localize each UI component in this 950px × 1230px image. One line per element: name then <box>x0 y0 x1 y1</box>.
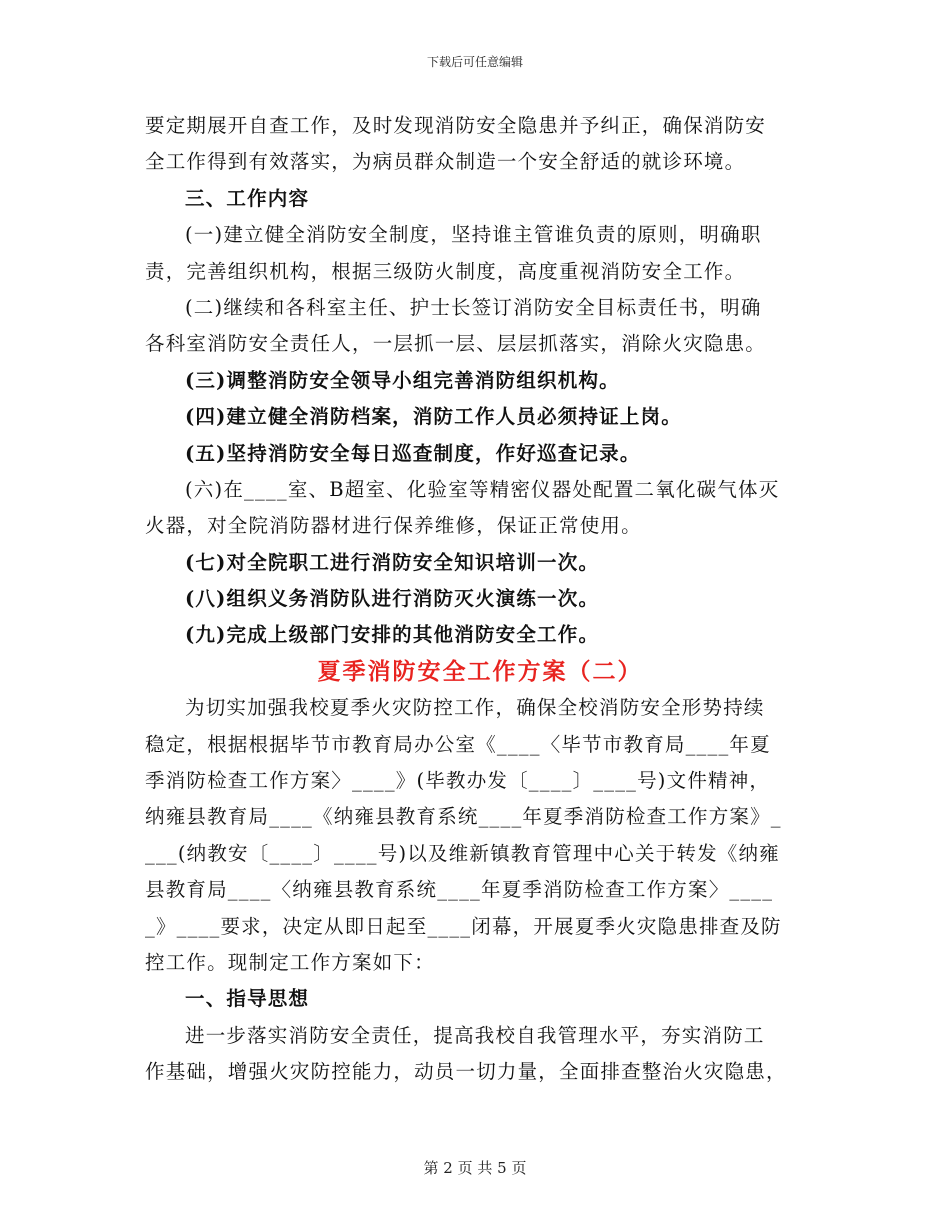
text-line: 纳雍县教育局____《纳雍县教育系统____年夏季消防检查工作方案》_ <box>145 805 782 829</box>
text-line: (八)组织义务消防队进行消防灭火演练一次。 <box>185 587 600 611</box>
text-line: 为切实加强我校夏季火灾防控工作，确保全校消防安全形势持续 <box>185 696 765 720</box>
text-line: ___(纳教安〔____〕____号)以及维新镇教育管理中心关于转发《纳雍 <box>145 841 780 865</box>
page-footer: 第 2 页 共 5 页 <box>423 1159 527 1177</box>
page-header: 下载后可任意编辑 <box>426 55 523 69</box>
text-line: (二)继续和各科室主任、护士长签订消防安全目标责任书，明确 <box>185 295 762 319</box>
text-line: 季消防检查工作方案〉____》(毕教办发〔____〕____号)文件精神， <box>145 769 771 793</box>
document-body <box>145 108 815 1091</box>
text-line: 一、指导思想 <box>185 987 310 1011</box>
text-line: (三)调整消防安全领导小组完善消防组织机构。 <box>185 368 620 392</box>
text-line: 各科室消防安全责任人，一层抓一层、层层抓落实，消除火灾隐患。 <box>145 332 767 356</box>
text-line: (四)建立健全消防档案，消防工作人员必须持证上岗。 <box>185 405 682 429</box>
text-line: (一)建立健全消防安全制度，坚持谁主管谁负责的原则，明确职 <box>185 223 762 247</box>
text-line: 全工作得到有效落实，为病员群众制造一个安全舒适的就诊环境。 <box>145 150 746 174</box>
text-line: 作基础，增强火灾防控能力，动员一切力量，全面排查整治火灾隐患， <box>145 1060 787 1084</box>
text-line: 进一步落实消防安全责任，提高我校自我管理水平，夯实消防工 <box>185 1023 765 1047</box>
section-title: 夏季消防安全工作方案（二） <box>317 657 643 685</box>
text-line: (九)完成上级部门安排的其他消防安全工作。 <box>185 623 600 647</box>
text-line: (六)在____室、B超室、化验室等精密仪器处配置二氧化碳气体灭 <box>185 477 780 501</box>
text-line: (七)对全院职工进行消防安全知识培训一次。 <box>185 550 600 574</box>
text-line: (五)坚持消防安全每日巡查制度，作好巡查记录。 <box>185 441 641 465</box>
text-line: 责，完善组织机构，根据三级防火制度，高度重视消防安全工作。 <box>145 259 746 283</box>
text-line: 三、工作内容 <box>185 186 310 210</box>
text-line: 要定期展开自查工作，及时发现消防安全隐患并予纠正，确保消防安 <box>145 114 767 137</box>
text-line: 火器，对全院消防器材进行保养维修，保证正常使用。 <box>145 514 642 538</box>
text-line: 控工作。现制定工作方案如下： <box>145 950 435 974</box>
text-line: _》____要求，决定从即日起至____闭幕，开展夏季火灾隐患排查及防 <box>145 914 782 938</box>
text-line: 县教育局____〈纳雍县教育系统____年夏季消防检查工作方案〉____ <box>145 878 774 902</box>
text-line: 稳定，根据根据毕节市教育局办公室《____〈毕节市教育局____年夏 <box>145 732 771 756</box>
